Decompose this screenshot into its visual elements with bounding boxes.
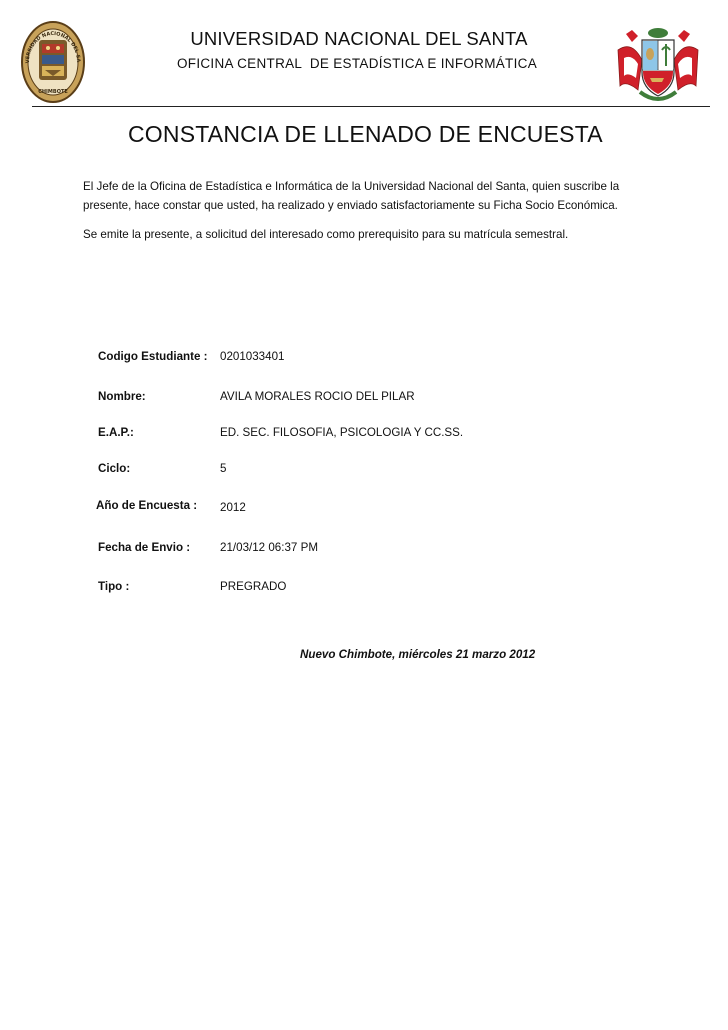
- ciclo-label: Ciclo:: [98, 462, 131, 475]
- ciclo-value: 5: [220, 462, 227, 475]
- codigo-label: Codigo Estudiante :: [98, 350, 208, 363]
- purpose-paragraph: Se emite la presente, a solicitud del interesado como prerequisito para su matrícula semestral.: [83, 228, 569, 241]
- eap-value: ED. SEC. FILOSOFIA, PSICOLOGIA Y CC.SS.: [220, 426, 464, 439]
- codigo-value: 0201033401: [220, 350, 285, 363]
- fecha-value: 21/03/12 06:37 PM: [220, 541, 318, 554]
- seal-bottom-text: CHIMBOTE: [38, 89, 68, 95]
- office-name: OFICINA CENTRAL DE ESTADÍSTICA E INFORMÁTICA: [176, 56, 538, 71]
- eap-label: E.A.P.:: [98, 426, 134, 439]
- nombre-value: AVILA MORALES ROCIO DEL PILAR: [220, 390, 415, 403]
- nombre-label: Nombre:: [98, 390, 146, 403]
- document-title: CONSTANCIA DE LLENADO DE ENCUESTA: [128, 121, 603, 147]
- fecha-label: Fecha de Envio :: [98, 541, 191, 554]
- certification-paragraph: El Jefe de la Oficina de Estadística e Informática de la Universidad Nacional del Santa, quien suscribe la presente, hace constar que usted, ha realizado y enviado satisfactoriamente su Ficha Socio Económica.: [83, 180, 620, 212]
- anio-label: Año de Encuesta :: [96, 499, 198, 512]
- date-line: Nuevo Chimbote, miércoles 21 marzo 2012: [300, 648, 536, 661]
- header-divider: [32, 106, 710, 107]
- anio-value: 2012: [220, 501, 246, 514]
- university-name: UNIVERSIDAD NACIONAL DEL SANTA: [190, 28, 528, 49]
- seal-text: VERSIDAD NACIONAL DEL SA: [24, 30, 82, 64]
- tipo-label: Tipo :: [98, 580, 130, 593]
- peru-coat-of-arms-icon: [612, 20, 704, 104]
- tipo-value: PREGRADO: [220, 580, 287, 593]
